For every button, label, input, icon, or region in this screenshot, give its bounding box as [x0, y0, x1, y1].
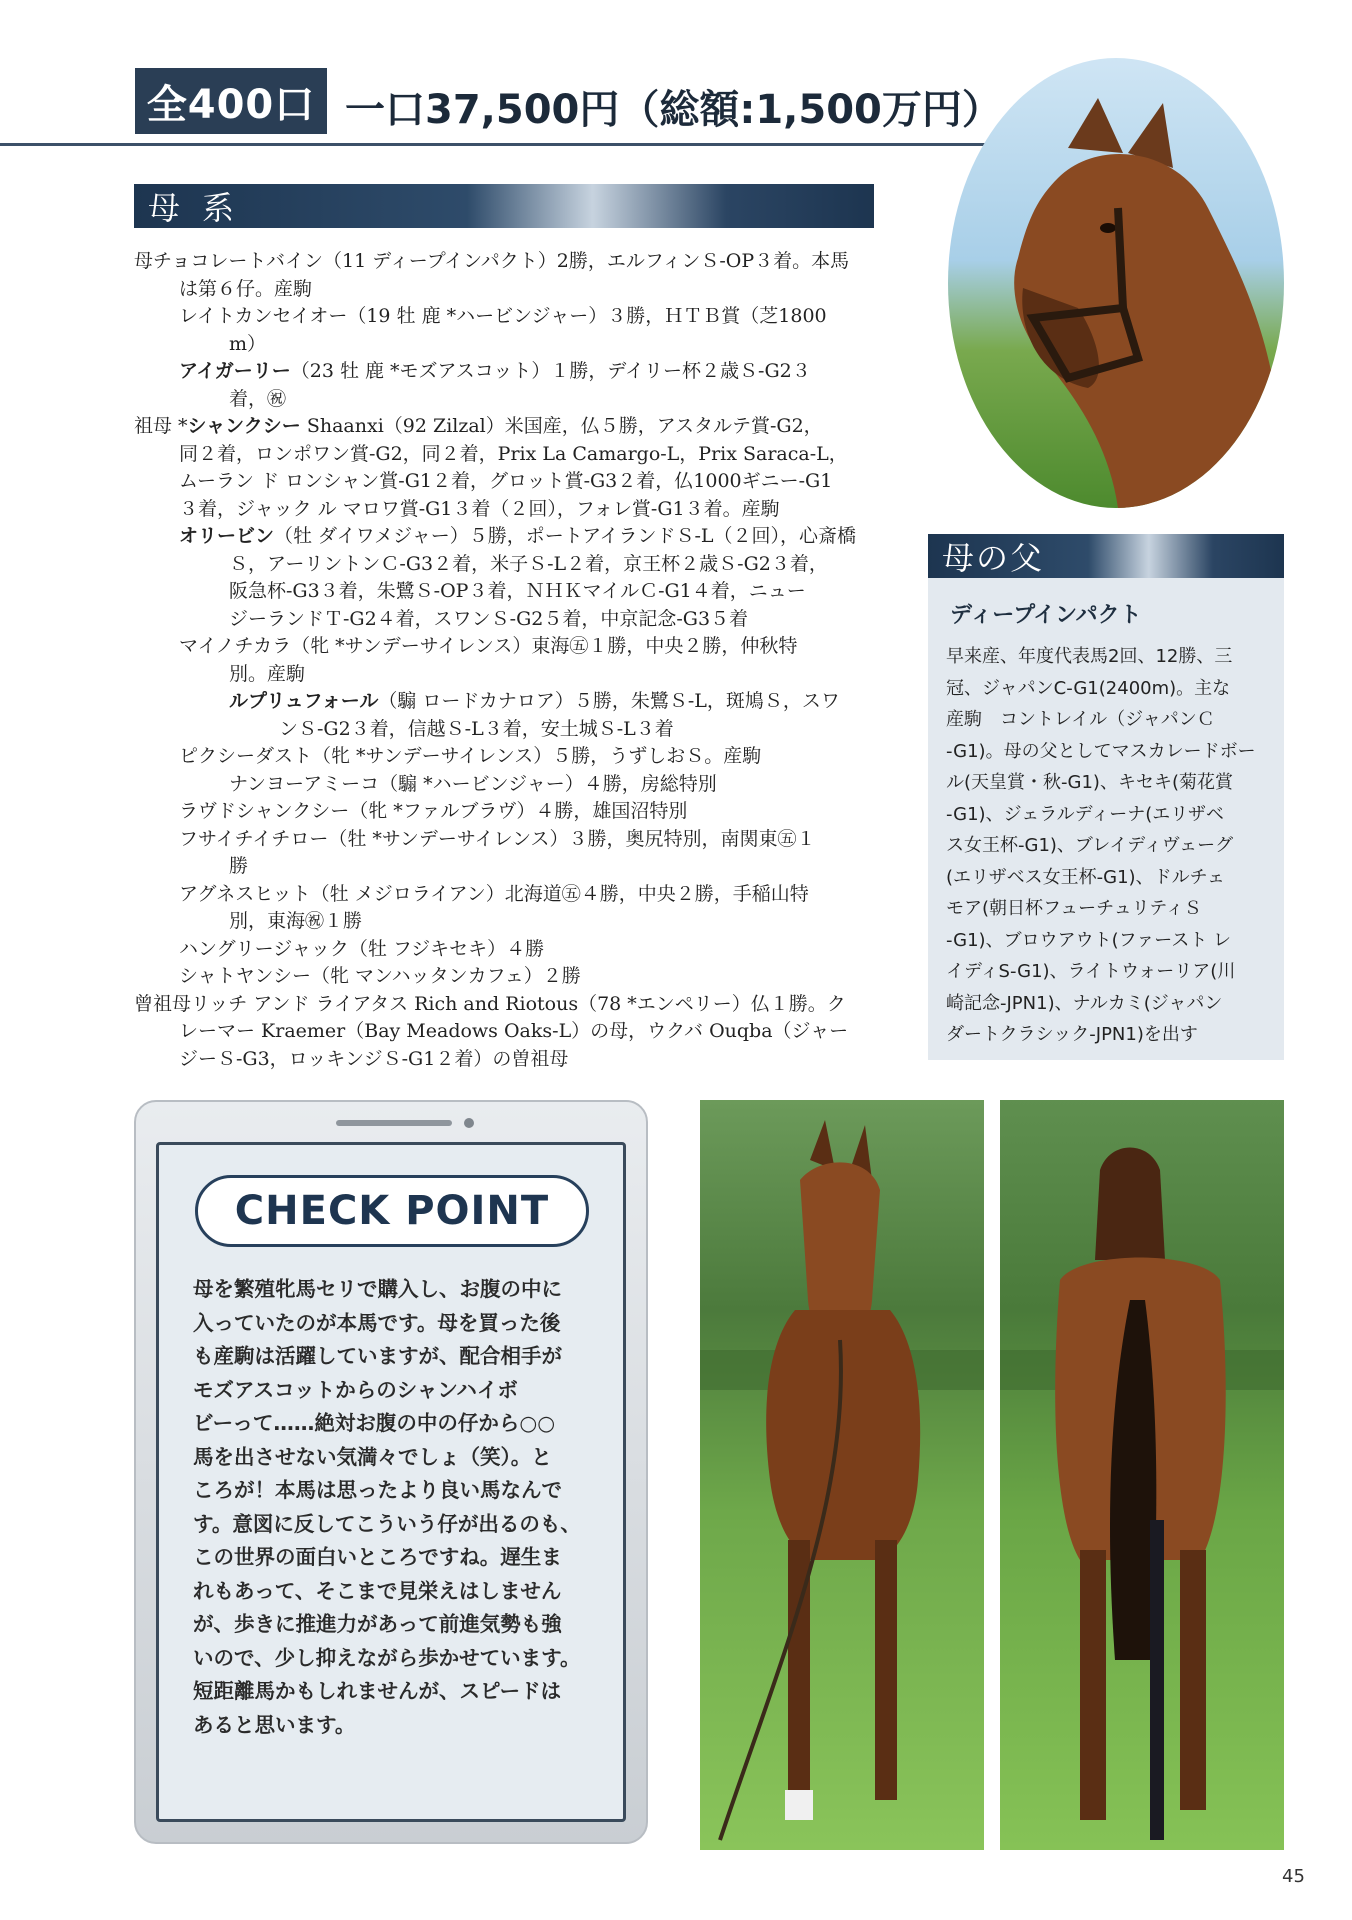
- pedigree-line-text: ３着，ジャック ル マロワ賞-G1３着（２回），フォレ賞-G1３着。産駒: [179, 497, 780, 520]
- pedigree-line: [134, 578, 874, 606]
- pedigree-horse-name: オリービン: [179, 525, 275, 547]
- dam-sire-line: 崎記念-JPN1)、ナルカミ(ジャパン: [946, 992, 1223, 1014]
- pedigree-line-text: ジーランドＴ-G2４着，スワンＳ-G2５着，中京記念-G3５着: [229, 607, 749, 630]
- dam-sire-line: -G1)。母の父としてマスカレードボー: [946, 740, 1256, 762]
- pedigree-line: [134, 441, 874, 469]
- pedigree-line: [134, 496, 874, 524]
- pedigree-line: [134, 413, 874, 441]
- pedigree-line: [134, 908, 874, 936]
- pedigree-horse-name: ルプリュフォール: [229, 690, 379, 712]
- dam-sire-line: -G1)、ジェラルディーナ(エリザベ: [946, 803, 1224, 825]
- pedigree-line: [134, 468, 874, 496]
- pedigree-line: [134, 936, 874, 964]
- dam-sire-description: [946, 641, 1266, 1051]
- pedigree-line-text: レイトカンセイオー（19 牡 鹿 *ハービンジャー）３勝，ＨＴＢ賞（芝1800: [179, 305, 827, 327]
- horse-head-photo: [948, 58, 1284, 508]
- pedigree-line: [134, 991, 874, 1019]
- pedigree-line: [134, 248, 874, 276]
- dam-sire-line: 冠、ジャパンC-G1(2400m)。主な: [946, 677, 1231, 699]
- pedigree-line-text: は第６仔。産駒: [179, 277, 313, 300]
- pedigree-line: [134, 853, 874, 881]
- tablet-speaker-slot: [336, 1120, 452, 1126]
- pedigree-line: [134, 303, 874, 331]
- check-point-line: あると思います。: [193, 1712, 356, 1737]
- pedigree-line-text: m）: [229, 332, 267, 355]
- pedigree-line-text: 勝: [229, 855, 249, 877]
- pedigree-line: [134, 276, 874, 304]
- dam-sire-line: 早来産、年度代表馬2回、12勝、三: [946, 646, 1233, 667]
- shares-badge: 全400口: [135, 68, 327, 134]
- horse-rear-photo: [1000, 1100, 1284, 1850]
- check-point-line: ビーって……絶対お腹の中の仔から○○: [193, 1411, 556, 1435]
- pedigree-line-text: ンＳ-G2３着，信越Ｓ-L３着，安土城Ｓ-L３着: [279, 717, 674, 740]
- pedigree-line-text: マイノチカラ（牝 *サンデーサイレンス）東海㊄１勝，中央２勝，仲秋特: [179, 635, 798, 657]
- pedigree-line-text: ナンヨーアミーコ（騸 *ハービンジャー）４勝，房総特別: [229, 772, 717, 795]
- pedigree-line: [134, 633, 874, 661]
- pedigree-line-text: 着，㊗: [229, 387, 287, 410]
- dam-sire-line: 産駒 コントレイル（ジャパンＣ: [946, 709, 1215, 730]
- pedigree-line-text: （牡 ダイワメジャー）５勝，ポートアイランドＳ-L（２回），心斎橋: [274, 525, 856, 547]
- check-point-line: 母を繁殖牝馬セリで購入し、お腹の中に: [193, 1277, 562, 1301]
- pedigree-line-text: レーマー Kraemer（Bay Meadows Oaks-L）の母，ウクバ Ouqba（ジャー: [179, 1020, 849, 1042]
- dam-sire-line: ル(天皇賞・秋-G1)、キセキ(菊花賞: [946, 772, 1233, 793]
- pedigree-line-text: シャトヤンシー（牝 マンハッタンカフェ）２勝: [179, 965, 581, 987]
- pedigree-line-text: 別。産駒: [229, 662, 306, 685]
- pedigree-line: [134, 551, 874, 579]
- pedigree-line-text: ムーラン ド ロンシャン賞-G1２着，グロット賞-G3２着，仏1000ギニー-G1: [179, 470, 833, 492]
- pedigree-line: [134, 661, 874, 689]
- dam-sire-line: (エリザベス女王杯-G1)、ドルチェ: [946, 866, 1226, 888]
- pedigree-line: [134, 358, 874, 386]
- check-point-line: ころが！本馬は思ったより良い馬なんで: [193, 1478, 562, 1502]
- pedigree-line: [134, 688, 874, 716]
- page-number: 45: [1282, 1866, 1305, 1887]
- horse-front-photo: [700, 1100, 984, 1850]
- check-point-line: いので、少し抑えながら歩かせています。: [193, 1645, 581, 1670]
- check-point-line: この世界の面白いところですね。遅生ま: [193, 1545, 562, 1569]
- pedigree-line-text: （騸 ロードカナロア）５勝，朱鷺Ｓ-L，斑鳩Ｓ，スワ: [378, 690, 840, 712]
- dam-sire-line: -G1)、ブロウアウト(ファースト レ: [946, 929, 1232, 951]
- pedigree-line: [134, 743, 874, 771]
- pedigree-line: [134, 331, 874, 359]
- pedigree-line-text: Shaanxi（92 Zilzal）米国産，仏５勝，アスタルテ賞-G2，: [300, 415, 823, 437]
- pedigree-line: [134, 771, 874, 799]
- dam-sire-name: ディープインパクト: [950, 603, 1142, 628]
- pedigree-line-text: 別，東海㊗１勝: [229, 910, 363, 932]
- pedigree-line-text: 曾祖母リッチ アンド ライアタス Rich and Riotous（78 *エンペリー）仏１勝。ク: [134, 992, 846, 1015]
- check-point-title: CHECK POINT: [195, 1175, 589, 1247]
- pedigree-line-text: 母チョコレートバイン（11 ディープインパクト）2勝，エルフィンＳ-OP３着。本馬: [134, 250, 850, 272]
- dam-sire-line: イディS-G1)、ライトウォーリア(川: [946, 961, 1236, 982]
- pedigree-line-text: ラヴドシャンクシー（牝 *ファルブラヴ）４勝，雄国沼特別: [179, 800, 688, 822]
- pedigree-line: [134, 386, 874, 414]
- check-point-line: モズアスコットからのシャンハイボ: [193, 1377, 518, 1402]
- pedigree-line: [134, 963, 874, 991]
- tablet-screen: [156, 1142, 626, 1822]
- dam-sire-line: モア(朝日杯フューチュリティＳ: [946, 898, 1202, 919]
- pedigree-line-text: ハングリージャック（牡 フジキセキ）４勝: [179, 937, 545, 960]
- pedigree-line: [134, 1046, 874, 1074]
- pedigree-horse-name: アイガーリー: [179, 360, 291, 382]
- dam-sire-line: ダートクラシック-JPN1)を出す: [946, 1024, 1198, 1045]
- header-rule: [0, 143, 990, 146]
- pedigree-text: [134, 248, 874, 1073]
- pedigree-line: [134, 1018, 874, 1046]
- pedigree-line-text: ピクシーダスト（牝 *サンデーサイレンス）５勝，うずしおＳ。産駒: [179, 745, 762, 767]
- check-point-line: も産駒は活躍していますが、配合相手が: [193, 1344, 562, 1368]
- pedigree-line: [134, 826, 874, 854]
- check-point-line: す。意図に反してこういう仔が出るのも、: [193, 1511, 581, 1536]
- pedigree-line-lead: 祖母 *: [134, 415, 188, 437]
- section-title-dam-line: 母系: [134, 184, 874, 228]
- pedigree-line: [134, 798, 874, 826]
- pedigree-line: [134, 606, 874, 634]
- check-point-text: [193, 1273, 603, 1742]
- check-point-tablet: [134, 1100, 648, 1844]
- dam-sire-line: ス女王杯-G1)、ブレイディヴェーグ: [946, 835, 1234, 856]
- pedigree-line-text: （23 牡 鹿 *モズアスコット）１勝，デイリー杯２歳Ｓ-G2３: [290, 360, 811, 382]
- check-point-line: 馬を出させない気満々でしょ（笑）。と: [193, 1444, 552, 1469]
- pedigree-horse-name: シャンクシー: [187, 415, 301, 437]
- section-title-dam-sire: 母の父: [928, 534, 1284, 578]
- tablet-camera-dot: [464, 1118, 474, 1128]
- check-point-line: 短距離馬かもしれませんが、スピードは: [193, 1679, 562, 1703]
- pedigree-line-text: 同２着，ロンポワン賞-G2，同２着，Prix La Camargo-L，Prix Saraca-L，: [179, 442, 848, 465]
- pedigree-line-text: 阪急杯-G3３着，朱鷺Ｓ-OP３着，ＮＨＫマイルＣ-G1４着，ニュー: [229, 580, 806, 602]
- pedigree-line: [134, 716, 874, 744]
- dam-sire-box: [928, 578, 1284, 1060]
- check-point-line: れもあって、そこまで見栄えはしません: [193, 1578, 562, 1603]
- pedigree-line-text: フサイチイチロー（牡 *サンデーサイレンス）３勝，奥尻特別，南関東㊄１: [179, 827, 816, 850]
- pedigree-line-text: Ｓ，アーリントンＣ-G3２着，米子Ｓ-L２着，京王杯２歳Ｓ-G2３着，: [229, 552, 828, 575]
- check-point-line: 入っていたのが本馬です。母を買った後: [193, 1310, 561, 1335]
- pedigree-line-text: ジーＳ-G3，ロッキンジＳ-G1２着）の曽祖母: [179, 1047, 569, 1070]
- price-text: 一口37,500円（総額:1,500万円）: [345, 87, 1002, 133]
- pedigree-line-text: アグネスヒット（牡 メジロライアン）北海道㊄４勝，中央２勝，手稲山特: [179, 882, 809, 905]
- pedigree-line: [134, 523, 874, 551]
- pedigree-line: [134, 881, 874, 909]
- check-point-line: が、歩きに推進力があって前進気勢も強: [193, 1612, 562, 1636]
